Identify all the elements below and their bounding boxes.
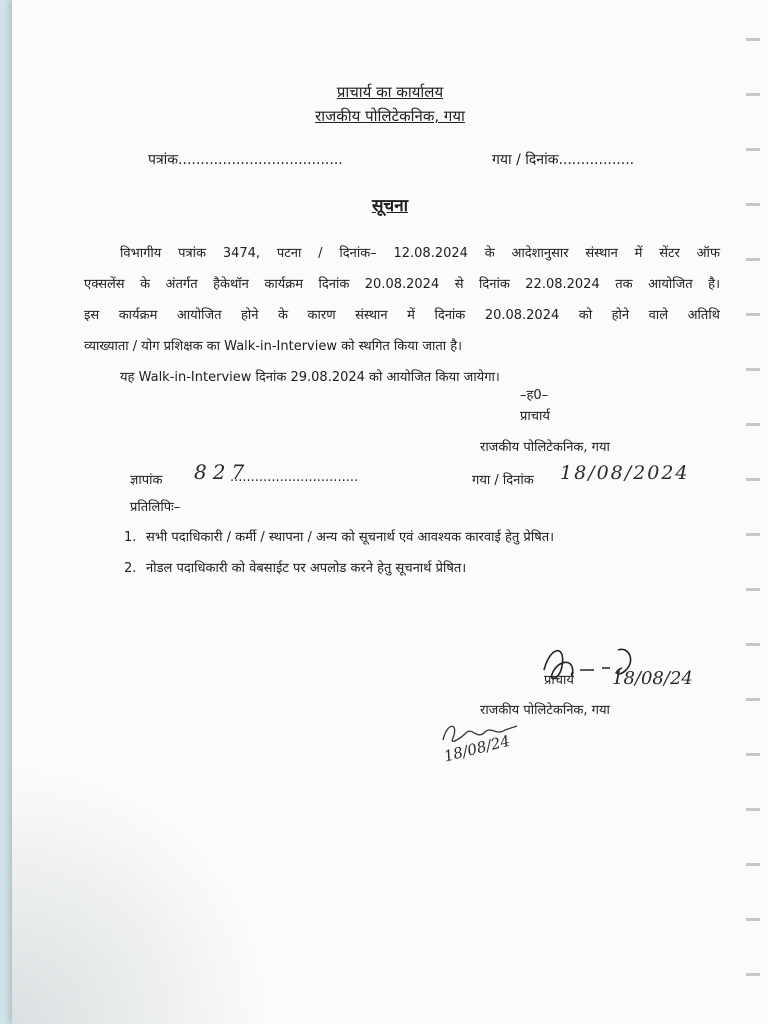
body-line: यह Walk-in-Interview दिनांक 29.08.2024 को आयोजित किया जायेगा। (120, 370, 500, 385)
memo-number: 827 (194, 460, 251, 484)
signatory2-title: प्राचार्य (544, 673, 574, 688)
signatory-institution: राजकीय पोलिटेकनिक, गया (480, 440, 610, 455)
letter-number: पत्रांक..................................... (148, 152, 343, 168)
item-text: सभी पदाधिकारी / कर्मी / स्थापना / अन्य को सूचनार्थ एवं आवश्यक कारवाई हेतु प्रेषित। (146, 530, 555, 545)
body-line: विभागीय पत्रांक 3474, पटना / दिनांक– 12.08.2024 के आदेशानुसार संस्थान में सेंटर ऑफ (120, 246, 720, 261)
body-line: इस कार्यक्रम आयोजित होने के कारण संस्थान में दिनांक 20.08.2024 को होने वाले अतिथि (84, 308, 720, 323)
notice-body (84, 238, 720, 393)
copy-label: प्रतिलिपिः– (130, 500, 181, 515)
place-date: गया / दिनांक................. (492, 152, 635, 168)
institution-heading: राजकीय पोलिटेकनिक, गया (315, 107, 465, 125)
letter-page (12, 0, 768, 1024)
office-heading: प्राचार्य का कार्यालय (336, 83, 444, 101)
list-item (124, 522, 554, 553)
signatory-title: प्राचार्य (520, 409, 550, 424)
memo-dots: ............................... (230, 470, 359, 485)
signatory2-institution: राजकीय पोलिटेकनिक, गया (480, 703, 610, 718)
item-text: नोडल पदाधिकारी को वेबसाईट पर अपलोड करने हेतु सूचनार्थ प्रेषित। (146, 561, 467, 576)
signatory2-date: 18/08/24 (612, 668, 693, 689)
list-item (124, 553, 554, 584)
copy-list (124, 522, 554, 584)
body-line: एक्सलेंस के अंतर्गत हैकेथॉन कार्यक्रम दिनांक 20.08.2024 से दिनांक 22.08.2024 तक आयोजित है। (84, 277, 720, 292)
scan-edge (746, 0, 760, 1024)
memo-date: 18/08/2024 (560, 462, 690, 484)
memo-label: ज्ञापांक (130, 473, 163, 488)
scan-shadow (12, 764, 272, 1024)
item-number: 2. (124, 561, 137, 576)
receiver-date: 18/08/24 (442, 731, 512, 766)
notice-title: सूचना (371, 196, 409, 216)
memo-place-date: गया / दिनांक (472, 473, 534, 488)
body-line: व्याख्याता / योग प्रशिक्षक का Walk-in-Interview को स्थगित किया जाता है। (84, 339, 463, 354)
item-number: 1. (124, 530, 137, 545)
signature-mark: –ह0– (520, 388, 549, 403)
